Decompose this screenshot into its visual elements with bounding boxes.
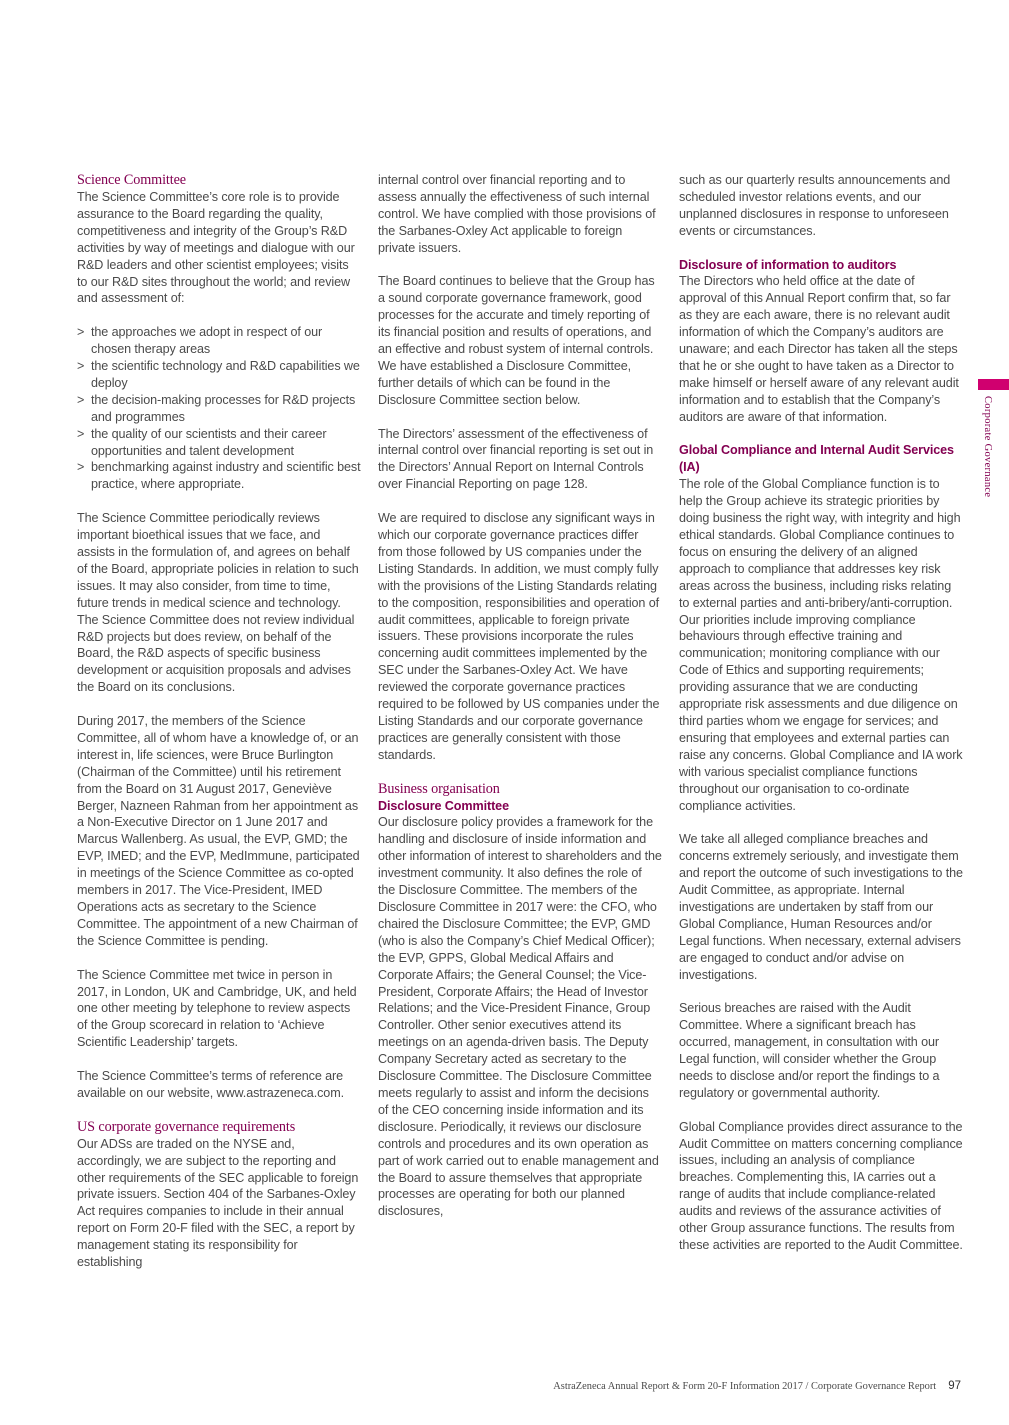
global-compliance-paragraph: The role of the Global Compliance function is to help the Group achieve its strategic priorities by doing business the right way, with integrity and high ethical standards. Global Compliance continues to focus on ensuring the delivery of an aligned approach to compliance that addresses key risk areas across the business, including risks relating to external parties and anti-bribery/anti-corruption. Our priorities include improving compliance behaviours through effective training and communication; monitoring compliance with our Code of Ethics and supporting requirements; providing assurance that we are conducting appropriate risk assessments and due diligence on third parties whom we engage for services; and ensuring that employees and external parties can raise any concerns. Global Compliance and IA work with various specialist compliance functions throughout our organisation to co-ordinate compliance activities. xyxy=(679,477,963,813)
global-compliance-heading: Global Compliance and Internal Audit Services (IA) xyxy=(679,443,954,475)
compliance-breaches-paragraph: We take all alleged compliance breaches and concerns extremely seriously, and investigate them and report the outcome of such investigations to the Audit Committee, as appropriate. Internal investigations are undertaken by staff from our Global Compliance, Human Resources and/or Legal functions. When necessary, external advisers are engaged to conduct and/or advise on investigations. xyxy=(679,832,963,982)
us-governance-heading: US corporate governance requirements xyxy=(77,1118,296,1135)
list-item: > the quality of our scientists and their career opportunities and talent development xyxy=(77,426,361,460)
section-side-label: Corporate Governance xyxy=(982,396,993,498)
listing-standards-paragraph: We are required to disclose any significant ways in which our corporate governance practices differ from those followed by US companies under the Listing Standards. In addition, we must comply fully with the provisions of the Listing Standards relating to the composition, responsibilities and operation of audit committees, applicable to foreign private issuers. These provisions incorporate the rules concerning audit committees implemented by the SEC under the Sarbanes-Oxley Act. We have reviewed the corporate governance practices required to be followed by US companies under the Listing Standards and our corporate governance practices are generally consistent with those standards. xyxy=(378,511,660,762)
section-tab-marker xyxy=(978,379,1009,390)
members-paragraph: During 2017, the members of the Science Committee, all of whom have a knowledge of, or an interest in, life sciences, were Bruce Burlington (Chairman of the Committee) until his retirement from the Board on 31 August 2017, Geneviève Berger, Nazneen Rahman from her appointment as a Non-Executive Director on 1 June 2017 and Marcus Wallenberg. As usual, the EVP, GMD; the EVP, IMED; and the EVP, MedImmune, participated in meetings of the Science Committee as co-opted members in 2017. The Vice-President, IMED Operations acts as secretary to the Science Committee. The appointment of a new Chairman of the Science Committee is pending. xyxy=(77,714,360,948)
page-number: 97 xyxy=(948,1380,961,1392)
review-bullet-list xyxy=(77,324,361,493)
list-item: > the approaches we adopt in respect of our chosen therapy areas xyxy=(77,324,361,358)
direct-assurance-paragraph: Global Compliance provides direct assurance to the Audit Committee on matters concerning compliance issues, including an analysis of compliance breaches. Complementing this, IA carries out a range of audits that include compliance-related audits and reviews of the assurance activities of other Group assurance functions. The results from these activities are reported to the Audit Committee. xyxy=(679,1119,963,1253)
business-organisation-heading: Business organisation xyxy=(378,780,500,797)
quarterly-results-paragraph: such as our quarterly results announcements and scheduled investor relations events, and our unplanned disclosures in response to unforeseen events or circumstances. xyxy=(679,173,951,238)
disclosure-policy-paragraph: Our disclosure policy provides a framework for the handling and disclosure of inside information and other information of interest to shareholders and the investment community. It also defines the role of the Disclosure Committee. The members of the Disclosure Committee in 2017 were: the CFO, who chaired the Disclosure Committee; the EVP, GMD (who is also the Company’s Chief Medical Officer); the EVP, GPPS, Global Medical Affairs and Corporate Affairs; the General Counsel; the Vice-President, Corporate Affairs; the Head of Investor Relations; and the Vice-President Finance, Group Controller. Other senior executives attend its meetings on an agenda-driven basis. The Deputy Company Secretary acted as secretary to the Disclosure Committee. The Disclosure Committee meets regularly to assist and inform the decisions of the CEO concerning inside information and its disclosure. Periodically, it reviews our disclosure controls and procedures and its own operation as part of work carried out to enable management and the Board to assure themselves that appropriate processes are operating for both our planned disclosures, xyxy=(378,815,662,1219)
us-governance-paragraph: Our ADSs are traded on the NYSE and, accordingly, we are subject to the reporting and other requirements of the SEC applicable to foreign private issuers. Section 404 of the Sarbanes-Oxley Act requires companies to include in their annual report on Form 20-F filed with the SEC, a report by management stating its responsibility for establishing xyxy=(77,1136,359,1270)
meetings-paragraph: The Science Committee met twice in person in 2017, in London, UK and Cambridge, UK, and held one other meeting by telephone to review aspects of the Group scorecard in relation to ‘Achieve Scientific Leadership’ targets. xyxy=(77,967,357,1050)
column-1 xyxy=(77,172,361,1271)
column-3 xyxy=(679,172,964,1254)
bioethics-paragraph: The Science Committee periodically reviews important bioethical issues that we face, and assists in the formulation of, and agrees on behalf of the Board, appropriate policies in relation to such issues. It may also consider, from time to time, future trends in medical science and technology. The Science Committee does not review individual R&D projects but does review, on behalf of the Board, the R&D aspects of specific business development or acquisition proposals and advises the Board on its conclusions. xyxy=(77,511,359,695)
science-committee-heading: Science Committee xyxy=(77,172,187,188)
science-committee-intro: The Science Committee’s core role is to provide assurance to the Board regarding the quality, competitiveness and integrity of the Group’s R&D activities by way of meetings and dialogue with our R&D leaders and other scientist employees; visits to our R&D sites throughout the world; and review and assessment of: xyxy=(77,190,355,306)
terms-of-reference-paragraph: The Science Committee’s terms of reference are available on our website, www.astrazeneca.com. xyxy=(77,1069,345,1100)
internal-control-paragraph: internal control over financial reporting and to assess annually the effectiveness of such internal control. We have complied with those provisions of the Sarbanes-Oxley Act applicable to foreign private issuers. xyxy=(378,173,656,255)
list-item: > the scientific technology and R&D capabilities we deploy xyxy=(77,358,361,392)
list-item: > the decision-making processes for R&D projects and programmes xyxy=(77,392,361,426)
footer-title: AstraZeneca Annual Report & Form 20-F Information 2017 / Corporate Governance Report xyxy=(553,1381,937,1392)
directors-assessment-paragraph: The Directors’ assessment of the effectiveness of internal control over financial reporting is set out in the Directors’ Annual Report on Internal Controls over Financial Reporting on page 128. xyxy=(378,426,654,492)
disclosure-committee-heading: Disclosure Committee xyxy=(378,798,509,813)
auditors-disclosure-paragraph: The Directors who held office at the date of approval of this Annual Report confirm that, so far as they are each aware, there is no relevant audit information of which the Company’s auditors are unaware; and each Director has taken all the steps that he or she ought to have taken as a Director to make himself or herself aware of any relevant audit information and to establish that the Company’s auditors are aware of that information. xyxy=(679,274,959,424)
page-footer xyxy=(553,1380,961,1392)
auditors-disclosure-heading: Disclosure of information to auditors xyxy=(679,257,897,272)
board-belief-paragraph: The Board continues to believe that the Group has a sound corporate governance framework, good processes for the accurate and timely reporting of its financial position and results of operations, and an effective and robust system of internal controls. We have established a Disclosure Committee, further details of which can be found in the Disclosure Committee section below. xyxy=(378,274,655,407)
column-2 xyxy=(378,172,662,1220)
list-item: > benchmarking against industry and scientific best practice, where appropriate. xyxy=(77,459,361,493)
serious-breaches-paragraph: Serious breaches are raised with the Audit Committee. Where a significant breach has occurred, management, in consultation with our Legal function, will consider whether the Group needs to disclose and/or report the findings to a regulatory or governmental authority. xyxy=(679,1001,940,1100)
